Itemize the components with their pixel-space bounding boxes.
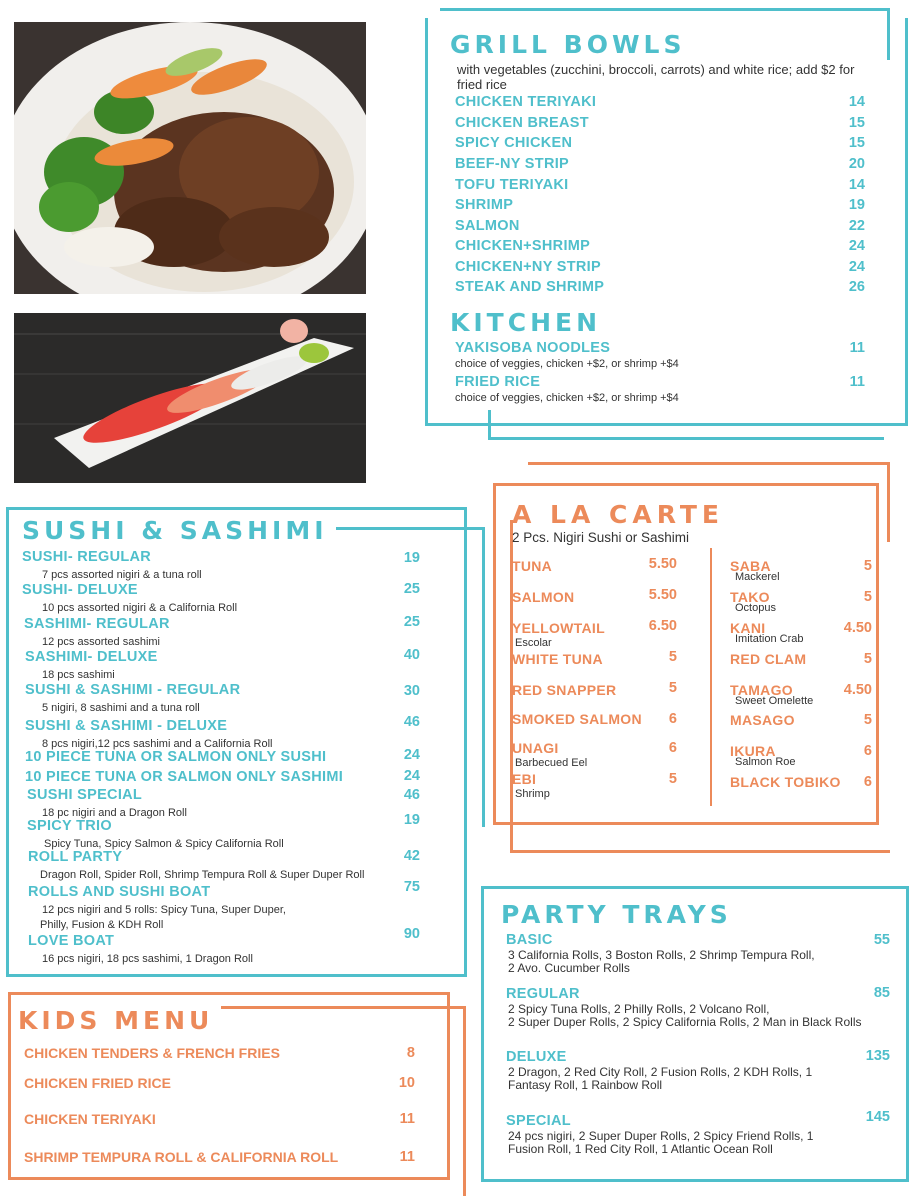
alacarte-right-price: 5 [863, 712, 872, 728]
sushi-item-name: LOVE BOAT [28, 933, 115, 949]
alacarte-column-divider [710, 548, 712, 806]
party-item-desc: Fantasy Roll, 1 Rainbow Roll [508, 1078, 663, 1092]
alacarte-subtitle: 2 Pcs. Nigiri Sushi or Sashimi [512, 530, 690, 545]
alacarte-left-price: 5.50 [648, 556, 677, 572]
sushi-item-price: 30 [403, 683, 420, 699]
alacarte-right-price: 6 [863, 743, 872, 759]
sushi-item-desc: Spicy Tuna, Spicy Salmon & Spicy California Roll [44, 838, 284, 850]
alacarte-left-price: 5 [668, 771, 677, 787]
alacarte-bottom-line [510, 850, 890, 853]
grill-item-price: 14 [848, 94, 865, 110]
sushi-title: SUSHI & SASHIMI [22, 516, 336, 545]
grill-item-price: 24 [848, 238, 865, 254]
alacarte-left-name: YELLOWTAIL [512, 620, 605, 636]
grill-bowls-title: GRILL BOWLS [450, 30, 686, 59]
sushi-frame-right-extension [482, 527, 485, 827]
grill-item-price: 19 [848, 197, 865, 213]
alacarte-right-price: 4.50 [843, 620, 872, 636]
grill-item-price: 15 [848, 135, 865, 151]
sushi-item-name: SASHIMI- DELUXE [25, 649, 158, 665]
sushi-item-desc: Dragon Roll, Spider Roll, Shrimp Tempura Roll & Super Duper Roll [40, 869, 365, 881]
sushi-item-desc: 16 pcs nigiri, 18 pcs sashimi, 1 Dragon Roll [42, 953, 253, 965]
party-item-name: SPECIAL [506, 1113, 571, 1129]
party-item-name: BASIC [506, 932, 553, 948]
alacarte-left-price: 6.50 [648, 618, 677, 634]
sushi-item-desc: 10 pcs assorted nigiri & a California Roll [42, 602, 238, 614]
alacarte-left-name: EBI [512, 771, 537, 787]
sushi-item-price: 75 [403, 879, 420, 895]
grill-item-name: STEAK AND SHRIMP [455, 279, 605, 295]
sushi-item-name: 10 PIECE TUNA OR SALMON ONLY SUSHI [25, 749, 327, 765]
alacarte-right-desc: Salmon Roe [735, 756, 796, 768]
sushi-item-price: 19 [403, 812, 420, 828]
kitchen-item-price: 11 [849, 340, 865, 356]
alacarte-left-price: 5 [668, 649, 677, 665]
alacarte-right-extension [887, 462, 890, 542]
sushi-item-name: ROLL PARTY [28, 849, 123, 865]
sushi-item-desc: 7 pcs assorted nigiri & a tuna roll [42, 569, 202, 581]
grill-item-name: CHICKEN BREAST [455, 115, 589, 131]
grill-item-name: TOFU TERIYAKI [455, 177, 569, 193]
sushi-item-name: SUSHI & SASHIMI - DELUXE [25, 718, 228, 734]
kids-title: KIDS MENU [18, 1006, 221, 1035]
grill-item-price: 24 [848, 259, 865, 275]
grill-item-price: 26 [848, 279, 865, 295]
sushi-item-name: SUSHI & SASHIMI - REGULAR [25, 682, 241, 698]
alacarte-right-name: RED CLAM [730, 651, 807, 667]
alacarte-right-desc: Imitation Crab [735, 633, 804, 645]
grill-frame-top-line [440, 8, 890, 11]
grill-frame-left-tick [488, 410, 491, 440]
kids-item-price: 11 [399, 1149, 415, 1165]
grill-item-name: SPICY CHICKEN [455, 135, 573, 151]
grill-bowls-subtitle: with vegetables (zucchini, broccoli, carrots) and white rice; add $2 for fried rice [457, 62, 855, 92]
alacarte-right-name: TAKO [730, 589, 770, 605]
party-item-price: 135 [865, 1048, 890, 1064]
kids-item-price: 10 [398, 1075, 415, 1091]
party-item-desc: Fusion Roll, 1 Red City Roll, 1 Atlantic Ocean Roll [508, 1142, 773, 1156]
alacarte-left-desc: Shrimp [515, 788, 550, 800]
kitchen-item-name: YAKISOBA NOODLES [455, 340, 611, 356]
grill-frame-bottom-line [488, 437, 884, 440]
sushi-item-name: SUSHI- REGULAR [22, 549, 152, 565]
sushi-item-name: SASHIMI- REGULAR [24, 616, 170, 632]
sushi-item-desc: Philly, Fusion & KDH Roll [40, 919, 164, 931]
sushi-item-price: 46 [403, 714, 420, 730]
sushi-item-price: 24 [403, 768, 420, 784]
sushi-item-desc: 12 pcs nigiri and 5 rolls: Spicy Tuna, Super Duper, [42, 904, 286, 916]
sushi-item-desc: 8 pcs nigiri,12 pcs sashimi and a California Roll [42, 738, 273, 750]
sushi-item-name: ROLLS AND SUSHI BOAT [28, 884, 211, 900]
alacarte-right-price: 5 [863, 651, 872, 667]
sushi-item-price: 40 [403, 647, 420, 663]
alacarte-right-name: SABA [730, 558, 771, 574]
grill-item-name: CHICKEN TERIYAKI [455, 94, 597, 110]
party-item-desc: 2 Avo. Cucumber Rolls [508, 961, 630, 975]
kitchen-title: KITCHEN [450, 308, 601, 337]
grill-frame-right-line [887, 8, 890, 60]
kids-item-price: 8 [406, 1045, 415, 1061]
grill-item-price: 22 [848, 218, 865, 234]
kids-frame-top-extension [190, 1006, 466, 1009]
grill-item-price: 15 [848, 115, 865, 131]
sushi-item-price: 25 [403, 614, 420, 630]
alacarte-right-price: 4.50 [843, 682, 872, 698]
alacarte-right-name: KANI [730, 620, 766, 636]
alacarte-right-name: TAMAGO [730, 682, 793, 698]
alacarte-left-name: UNAGI [512, 740, 559, 756]
alacarte-left-name: RED SNAPPER [512, 682, 617, 698]
grill-item-name: BEEF-NY STRIP [455, 156, 570, 172]
sushi-item-desc: 18 pcs sashimi [42, 669, 115, 681]
alacarte-right-price: 5 [863, 589, 872, 605]
alacarte-left-price: 5.50 [648, 587, 677, 603]
party-item-name: DELUXE [506, 1049, 567, 1065]
kids-item-price: 11 [399, 1111, 415, 1127]
alacarte-title: A LA CARTE [512, 500, 724, 529]
kids-item-name: CHICKEN TENDERS & FRENCH FRIES [24, 1045, 280, 1061]
sushi-item-price: 42 [403, 848, 420, 864]
sushi-item-name: 10 PIECE TUNA OR SALMON ONLY SASHIMI [25, 769, 344, 785]
party-item-desc: 3 California Rolls, 3 Boston Rolls, 2 Shrimp Tempura Roll, [508, 948, 815, 962]
grill-item-price: 14 [848, 177, 865, 193]
sushi-item-desc: 5 nigiri, 8 sashimi and a tuna roll [42, 702, 200, 714]
kitchen-item-desc: choice of veggies, chicken +$2, or shrimp +$4 [455, 392, 679, 404]
alacarte-right-desc: Sweet Omelette [735, 695, 814, 707]
alacarte-right-name: BLACK TOBIKO [730, 774, 841, 790]
party-item-desc: 2 Super Duper Rolls, 2 Spicy California Rolls, 2 Man in Black Rolls [508, 1015, 862, 1029]
bowl-photo-image [14, 22, 366, 294]
party-item-price: 55 [873, 932, 890, 948]
kitchen-item-price: 11 [849, 374, 865, 390]
kids-item-name: SHRIMP TEMPURA ROLL & CALIFORNIA ROLL [24, 1149, 339, 1165]
alacarte-right-price: 5 [863, 558, 872, 574]
alacarte-right-desc: Octopus [735, 602, 776, 614]
alacarte-left-price: 6 [668, 740, 677, 756]
bowl-photo [14, 22, 366, 294]
sushi-item-price: 90 [403, 926, 420, 942]
sushi-item-desc: 18 pc nigiri and a Dragon Roll [42, 807, 187, 819]
sushi-item-name: SUSHI- DELUXE [22, 582, 138, 598]
kids-frame-right-extension [463, 1006, 466, 1196]
grill-item-price: 20 [848, 156, 865, 172]
party-item-price: 145 [865, 1109, 890, 1125]
sushi-photo [14, 313, 366, 483]
sushi-item-name: SUSHI SPECIAL [27, 787, 143, 803]
kids-item-name: CHICKEN FRIED RICE [24, 1075, 172, 1091]
grill-item-name: CHICKEN+NY STRIP [455, 259, 601, 275]
grill-item-name: CHICKEN+SHRIMP [455, 238, 591, 254]
alacarte-left-name: WHITE TUNA [512, 651, 603, 667]
sushi-item-name: SPICY TRIO [27, 818, 112, 834]
party-item-price: 85 [873, 985, 890, 1001]
alacarte-right-name: MASAGO [730, 712, 795, 728]
alacarte-left-name: SMOKED SALMON [512, 711, 642, 727]
alacarte-right-name: IKURA [730, 743, 776, 759]
party-item-desc: 24 pcs nigiri, 2 Super Duper Rolls, 2 Spicy Friend Rolls, 1 [508, 1129, 814, 1143]
sushi-item-price: 25 [403, 581, 420, 597]
alacarte-right-price: 6 [863, 774, 872, 790]
grill-item-name: SALMON [455, 218, 520, 234]
kitchen-item-name: FRIED RICE [455, 374, 541, 390]
kids-item-name: CHICKEN TERIYAKI [24, 1111, 156, 1127]
party-item-name: REGULAR [506, 986, 580, 1002]
alacarte-left-price: 5 [668, 680, 677, 696]
sushi-item-price: 46 [403, 787, 420, 803]
alacarte-left-desc: Barbecued Eel [515, 757, 588, 769]
alacarte-left-price: 6 [668, 711, 677, 727]
party-item-desc: 2 Spicy Tuna Rolls, 2 Philly Rolls, 2 Volcano Roll, [508, 1002, 770, 1016]
kitchen-item-desc: choice of veggies, chicken +$2, or shrimp +$4 [455, 358, 679, 370]
sushi-item-price: 24 [403, 747, 420, 763]
grill-item-name: SHRIMP [455, 197, 514, 213]
alacarte-top-line [528, 462, 890, 465]
party-item-desc: 2 Dragon, 2 Red City Roll, 2 Fusion Rolls, 2 KDH Rolls, 1 [508, 1065, 813, 1079]
sushi-item-price: 19 [403, 550, 420, 566]
party-title: PARTY TRAYS [501, 900, 732, 929]
alacarte-left-name: SALMON [512, 589, 575, 605]
sushi-photo-image [14, 313, 366, 483]
alacarte-right-desc: Mackerel [735, 571, 780, 583]
alacarte-left-desc: Escolar [515, 637, 552, 649]
sushi-item-desc: 12 pcs assorted sashimi [42, 636, 160, 648]
alacarte-left-name: TUNA [512, 558, 553, 574]
